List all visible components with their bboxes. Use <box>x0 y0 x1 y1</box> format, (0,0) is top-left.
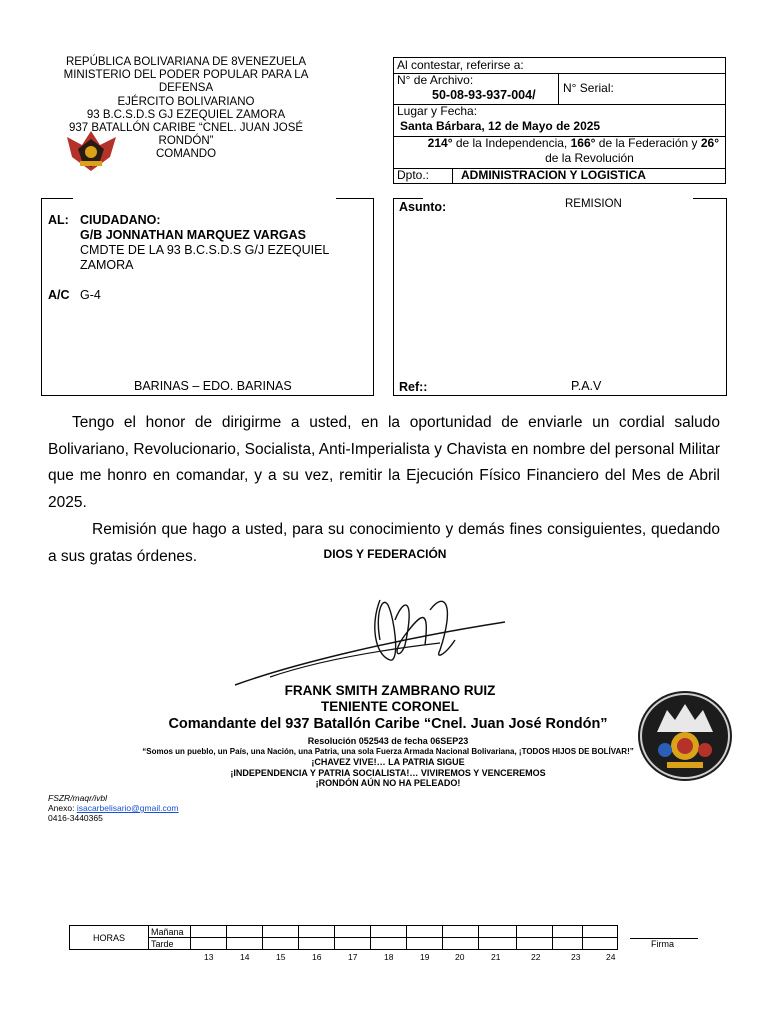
afternoon-label: Tarde <box>149 938 191 950</box>
hour-number: 20 <box>455 952 465 962</box>
reply-row <box>394 58 725 74</box>
signatory-name: FRANK SMITH ZAMBRANO RUIZ <box>284 683 496 698</box>
al-label: AL: <box>48 213 69 227</box>
revolution-text: de la Revolución <box>545 151 634 165</box>
battalion-emblem-icon <box>64 127 119 174</box>
serial-label: N° Serial: <box>563 81 614 95</box>
department-value: ADMINISTRACION Y LOGISTICA <box>461 168 646 182</box>
hour-number: 23 <box>571 952 581 962</box>
letterhead-line: EJÉRCITO BOLIVARIANO <box>117 95 255 108</box>
independence-text: de la Independencia, <box>452 136 571 150</box>
hour-number: 13 <box>204 952 214 962</box>
place-date-value: Santa Bárbara, 12 de Mayo de 2025 <box>400 119 601 133</box>
letterhead-line: 93 B.C.S.D.S GJ EZEQUIEL ZAMORA <box>86 108 286 121</box>
hour-number: 15 <box>276 952 286 962</box>
archive-label: N° de Archivo: <box>397 73 474 87</box>
body-paragraph: Tengo el honor de dirigirme a usted, en la oportunidad de enviarle un cordial saludo Bolivariano, Revolucionario, Socialista, Anti-Imperialista y Chavista en nombre del personal Militar que me honro en comandar, y a su vez, remitir la Ejecución Físico Financiero del Mes de Abril 2025. <box>48 414 720 512</box>
hour-number: 14 <box>240 952 250 962</box>
hours-label: HORAS <box>70 926 149 950</box>
letterhead-line: MINISTERIO DEL PODER POPULAR PARA LA DEFENSA <box>63 69 309 95</box>
firma-label: Firma <box>651 939 674 949</box>
addressee-salutation: CIUDADANO: <box>80 213 161 227</box>
ac-label: A/C <box>48 288 70 302</box>
hour-numbers <box>204 952 624 963</box>
addressee-box <box>41 198 374 396</box>
hour-number: 22 <box>531 952 541 962</box>
asunto-label: Asunto: <box>399 200 447 214</box>
hour-number: 17 <box>348 952 358 962</box>
subject-box <box>393 198 727 396</box>
motto-line: “Somos un pueblo, un País, una Nación, una Patria, una sola Fuerza Armada Nacional Bolivariana, ¡TODOS HIJOS DE BOLÍVAR!” <box>142 746 634 756</box>
department-row <box>394 168 725 184</box>
ref-label: Ref:: <box>399 380 428 394</box>
archive-row <box>394 73 725 105</box>
archive-value: 50-08-93-937-004/ <box>432 88 536 102</box>
signatory-title: Comandante del 937 Batallón Caribe “Cnel. Juan José Rondón” <box>168 716 608 732</box>
motto-line: ¡CHAVEZ VIVE!… LA PATRIA SIGUE <box>311 757 465 767</box>
anexo-label: Anexo: <box>48 803 77 813</box>
hour-number: 16 <box>312 952 322 962</box>
morning-label: Mañana <box>149 926 191 938</box>
place-date-row <box>394 104 725 137</box>
body-paragraph: Remisión que hago a usted, para su conocimiento y demás fines consiguientes, quedando a sus gratas órdenes. <box>48 520 720 565</box>
letterhead-line: REPÚBLICA BOLIVARIANA DE 8VENEZUELA <box>65 56 307 68</box>
letterhead-line: COMANDO <box>155 148 217 161</box>
motto-line: ¡RONDÓN AÚN NO HA PELEADO! <box>315 778 461 788</box>
reply-label: Al contestar, referirse a: <box>397 58 524 72</box>
resolution: Resolución 052543 de fecha 06SEP23 <box>307 736 469 746</box>
anniversary-row <box>394 136 725 169</box>
hour-number: 19 <box>420 952 430 962</box>
reference-info-table <box>393 57 726 184</box>
phone-number: 0416-3440365 <box>48 813 103 823</box>
addressee-name: G/B JONNATHAN MARQUEZ VARGAS <box>80 228 306 242</box>
hour-number: 18 <box>384 952 394 962</box>
ref-value: P.A.V <box>571 379 602 393</box>
place-date-label: Lugar y Fecha: <box>397 104 478 118</box>
handwritten-signature <box>230 585 510 690</box>
revolution-number: 26° <box>700 136 719 150</box>
hours-table <box>69 925 618 950</box>
addressee-location: BARINAS – EDO. BARINAS <box>134 379 292 393</box>
department-label: Dpto.: <box>397 168 430 182</box>
letterhead-line: 937 BATALLÓN CARIBE “CNEL. JUAN JOSÉ RONDÓN” <box>68 122 304 148</box>
signatory-rank: TENIENTE CORONEL <box>320 699 459 714</box>
federation-text: de la Federación y <box>595 136 701 150</box>
hour-number: 21 <box>491 952 501 962</box>
email-link[interactable]: isacarbelisario@gmail.com <box>76 803 179 813</box>
closing-phrase: DIOS Y FEDERACIÓN <box>323 547 447 561</box>
asunto-value: REMISION <box>565 198 622 210</box>
initials: FSZR/maqr/ivbl <box>48 793 108 803</box>
hour-number: 24 <box>606 952 616 962</box>
independence-number: 214° <box>427 136 453 150</box>
ac-value: G-4 <box>80 288 101 302</box>
round-battalion-seal-icon <box>637 690 733 782</box>
federation-number: 166° <box>570 136 596 150</box>
motto-line: ¡INDEPENDENCIA Y PATRIA SOCIALISTA!… VIVIREMOS Y VENCEREMOS <box>230 767 546 778</box>
addressee-position-cont: ZAMORA <box>80 258 134 272</box>
addressee-position: CMDTE DE LA 93 B.C.S.D.S G/J EZEQUIEL <box>80 243 330 257</box>
